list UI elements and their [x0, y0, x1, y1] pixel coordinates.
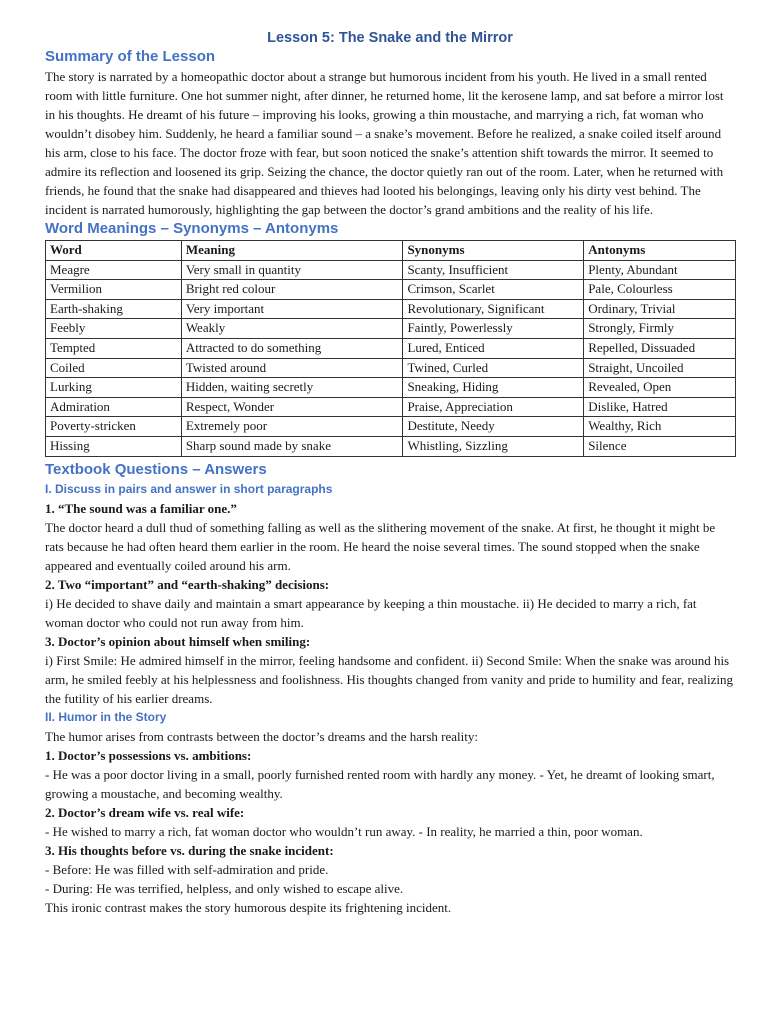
word-cell: Vermilion — [46, 280, 182, 300]
antonyms-cell: Pale, Colourless — [584, 280, 736, 300]
table-row — [46, 319, 736, 339]
table-row — [46, 358, 736, 378]
column-header-antonyms: Antonyms — [584, 241, 736, 261]
synonyms-cell: Destitute, Needy — [403, 417, 584, 437]
word-cell: Coiled — [46, 358, 182, 378]
word-meanings-table — [45, 240, 736, 457]
meaning-cell: Very important — [181, 299, 403, 319]
synonyms-cell: Whistling, Sizzling — [403, 436, 584, 456]
page-title: Lesson 5: The Snake and the Mirror — [267, 30, 513, 46]
antonyms-cell: Plenty, Abundant — [584, 260, 736, 280]
answer-3: i) First Smile: He admired himself in the mirror, feeling handsome and confident. ii) Second Smile: When the snake was around his arm, he smiled feebly at his helplessness and foolishness. His thoughts changed from vanity and pride to humility and fear, realizing the futility of his earlier dreams. — [45, 652, 733, 706]
table-row — [46, 436, 736, 456]
table-row — [46, 338, 736, 358]
synonyms-cell: Sneaking, Hiding — [403, 378, 584, 398]
table-row — [46, 397, 736, 417]
word-cell: Hissing — [46, 436, 182, 456]
meaning-cell: Extremely poor — [181, 417, 403, 437]
word-cell: Feebly — [46, 319, 182, 339]
synonyms-cell: Crimson, Scarlet — [403, 280, 584, 300]
table-header-row — [46, 241, 736, 261]
answer-1: The doctor heard a dull thud of something falling as well as the slithering movement of the snake. At first, he thought it might be rats because he had often heard them earlier in the room. He heard the noise several times. The sound stopped when the snake appeared and eventually coiled around his arm. — [45, 519, 716, 573]
column-header-meaning: Meaning — [181, 241, 403, 261]
humor-answer-1: - He was a poor doctor living in a small, poorly furnished rented room with hardly any money. - Yet, he dreamt of looking smart, growing a moustache, and becoming wealthy. — [45, 766, 715, 801]
word-cell: Poverty-stricken — [46, 417, 182, 437]
antonyms-cell: Wealthy, Rich — [584, 417, 736, 437]
synonyms-cell: Lured, Enticed — [403, 338, 584, 358]
meaning-cell: Sharp sound made by snake — [181, 436, 403, 456]
answer-2: i) He decided to shave daily and maintain a smart appearance by keeping a thin moustache. ii) He decided to marry a rich, fat woman doctor who could not run away from him. — [45, 595, 697, 630]
synonyms-cell: Faintly, Powerlessly — [403, 319, 584, 339]
question-2: 2. Two “important” and “earth-shaking” decisions: — [45, 576, 330, 592]
humor-point-1: 1. Doctor’s possessions vs. ambitions: — [45, 747, 252, 763]
question-3: 3. Doctor’s opinion about himself when smiling: — [45, 633, 311, 649]
table-row — [46, 299, 736, 319]
word-cell: Meagre — [46, 260, 182, 280]
meaning-cell: Very small in quantity — [181, 260, 403, 280]
column-header-synonyms: Synonyms — [403, 241, 584, 261]
synonyms-cell: Praise, Appreciation — [403, 397, 584, 417]
part1-heading: I. Discuss in pairs and answer in short paragraphs — [45, 481, 333, 496]
textbook-qa-heading: Textbook Questions – Answers — [45, 460, 267, 478]
meaning-cell: Twisted around — [181, 358, 403, 378]
meaning-cell: Attracted to do something — [181, 338, 403, 358]
antonyms-cell: Revealed, Open — [584, 378, 736, 398]
humor-answer-2: - He wished to marry a rich, fat woman doctor who wouldn’t run away. - In reality, he married a thin, poor woman. — [45, 823, 643, 839]
meaning-cell: Respect, Wonder — [181, 397, 403, 417]
word-cell: Admiration — [46, 397, 182, 417]
antonyms-cell: Dislike, Hatred — [584, 397, 736, 417]
synonyms-cell: Revolutionary, Significant — [403, 299, 584, 319]
humor-point-2: 2. Doctor’s dream wife vs. real wife: — [45, 804, 245, 820]
humor-answer-3-during: - During: He was terrified, helpless, and only wished to escape alive. — [45, 880, 404, 896]
word-cell: Lurking — [46, 378, 182, 398]
humor-conclusion: This ironic contrast makes the story humorous despite its frightening incident. — [45, 899, 452, 915]
antonyms-cell: Repelled, Dissuaded — [584, 338, 736, 358]
table-row — [46, 280, 736, 300]
summary-text: The story is narrated by a homeopathic doctor about a strange but humorous incident from his youth. He lived in a small rented room with little furniture. One hot summer night, after dinner, he returned home, lit the kerosene lamp, and sat before a mirror lost in his thoughts. He dreamt of his future – improving his looks, growing a thin moustache, and marrying a rich, fat woman who wouldn’t disobey him. Suddenly, he heard a familiar sound – a snake’s movement. Before he realized, a snake coiled itself around his arm, close to his face. The doctor froze with fear, but soon noticed the snake’s attention shift towards the mirror. It seemed to admire its reflection and loosened its grip. Seizing the chance, the doctor quietly ran out of the room. Later, when he returned with friends, he found that the snake had disappeared and thieves had looted his belongings, leaving only his dirty vest behind. The incident is narrated humorously, highlighting the gap between the doctor’s grand ambitions and the reality of his life. — [45, 69, 724, 217]
meaning-cell: Hidden, waiting secretly — [181, 378, 403, 398]
meaning-cell: Bright red colour — [181, 280, 403, 300]
antonyms-cell: Silence — [584, 436, 736, 456]
humor-answer-3-before: - Before: He was filled with self-admiration and pride. — [45, 861, 329, 877]
word-cell: Tempted — [46, 338, 182, 358]
meaning-cell: Weakly — [181, 319, 403, 339]
question-1: 1. “The sound was a familiar one.” — [45, 500, 237, 516]
synonyms-cell: Twined, Curled — [403, 358, 584, 378]
word-meanings-heading: Word Meanings – Synonyms – Antonyms — [45, 220, 339, 237]
table-row — [46, 378, 736, 398]
humor-intro: The humor arises from contrasts between the doctor’s dreams and the harsh reality: — [45, 728, 478, 744]
part2-heading: II. Humor in the Story — [45, 709, 167, 724]
summary-heading: Summary of the Lesson — [45, 48, 216, 65]
table-body — [46, 260, 736, 456]
humor-point-3: 3. His thoughts before vs. during the snake incident: — [45, 842, 334, 858]
column-header-word: Word — [46, 241, 182, 261]
antonyms-cell: Ordinary, Trivial — [584, 299, 736, 319]
antonyms-cell: Straight, Uncoiled — [584, 358, 736, 378]
table-row — [46, 417, 736, 437]
word-cell: Earth-shaking — [46, 299, 182, 319]
synonyms-cell: Scanty, Insufficient — [403, 260, 584, 280]
table-row — [46, 260, 736, 280]
antonyms-cell: Strongly, Firmly — [584, 319, 736, 339]
